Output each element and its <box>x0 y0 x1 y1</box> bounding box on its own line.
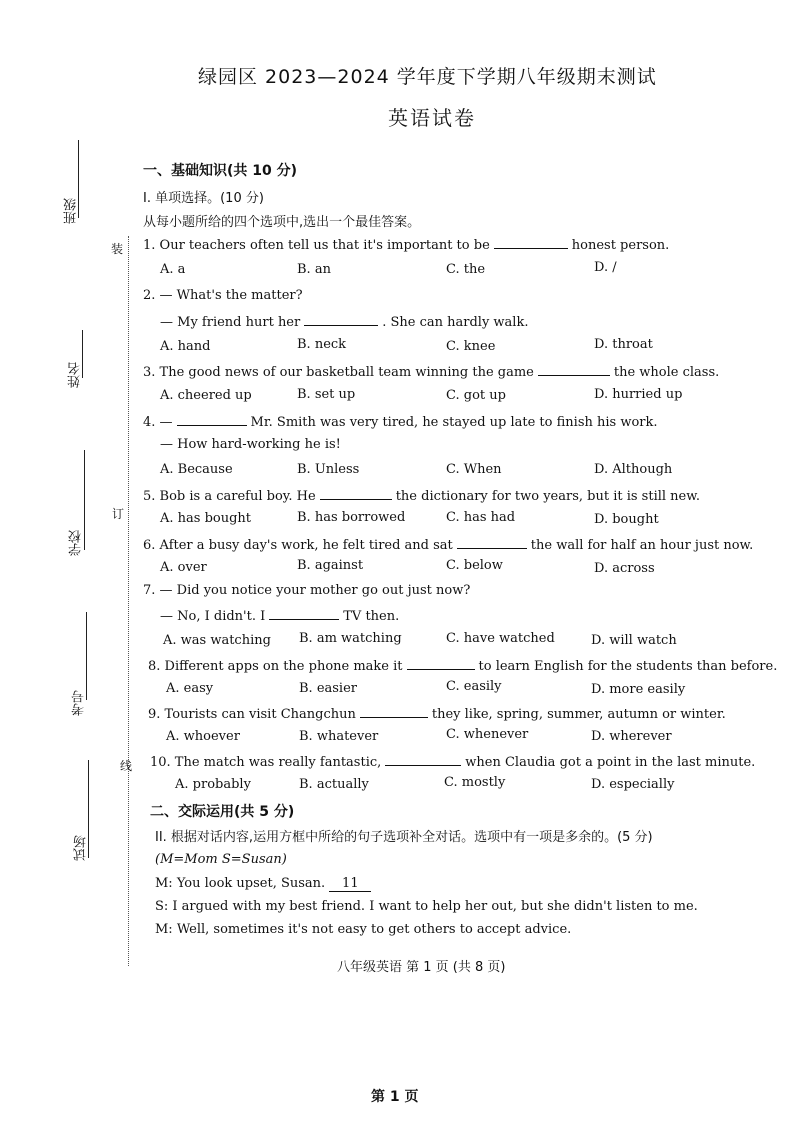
q9-option-b: B. whatever <box>299 729 379 744</box>
section-1-heading: 一、基础知识(共 10 分) <box>143 163 298 179</box>
q9-option-a: A. whoever <box>166 729 240 744</box>
q8-option-d: D. more easily <box>591 682 686 697</box>
q10-option-a: A. probably <box>175 777 251 792</box>
q7-option-c: C. have watched <box>446 631 555 646</box>
q4-option-a: A. Because <box>160 462 233 477</box>
part-2-title: II. 根据对话内容,运用方框中所给的句子选项补全对话。选项中有一项是多余的。(5 分) <box>155 830 653 845</box>
q9-option-d: D. wherever <box>591 729 672 744</box>
question-9: 9. Tourists can visit Changchun they like, spring, summer, autumn or winter. <box>148 707 726 722</box>
q10-option-d: D. especially <box>591 777 675 792</box>
q8-option-b: B. easier <box>299 681 357 696</box>
question-2-response: — My friend hurt her . She can hardly walk. <box>160 315 529 330</box>
binding-marker-ding: 订 <box>112 507 125 521</box>
q7-option-a: A. was watching <box>163 633 271 648</box>
q2-option-d: D. throat <box>594 337 653 352</box>
q6-option-b: B. against <box>297 558 364 573</box>
q1-option-d: D. / <box>594 260 617 275</box>
q5-option-b: B. has borrowed <box>297 510 406 525</box>
q2-option-b: B. neck <box>297 337 347 352</box>
part-1-title: I. 单项选择。(10 分) <box>143 191 264 206</box>
q6-option-a: A. over <box>160 560 207 575</box>
q6-option-d: D. across <box>594 561 655 576</box>
question-4-response: — How hard-working he is! <box>160 437 341 452</box>
answer-blank-11[interactable]: 11 <box>329 876 371 892</box>
q2-option-c: C. knee <box>446 339 496 354</box>
dialogue-line-3: M: Well, sometimes it's not easy to get others to accept advice. <box>155 922 572 937</box>
question-7-response: — No, I didn't. I TV then. <box>160 609 400 624</box>
q8-option-a: A. easy <box>166 681 214 696</box>
binding-marker-zhuang: 装 <box>111 242 124 256</box>
q8-option-c: C. easily <box>446 679 502 694</box>
q4-option-b: B. Unless <box>297 462 360 477</box>
margin-label-class: 班级 <box>64 198 79 224</box>
page-footer: 八年级英语 第 1 页 (共 8 页) <box>337 960 506 975</box>
margin-label-school: 学校 <box>69 530 84 556</box>
q3-option-c: C. got up <box>446 388 506 403</box>
q5-option-d: D. bought <box>594 512 659 527</box>
question-8: 8. Different apps on the phone make it to learn English for the students than before. <box>148 659 778 674</box>
q9-option-c: C. whenever <box>446 727 529 742</box>
question-1: 1. Our teachers often tell us that it's important to be honest person. <box>143 238 670 253</box>
q4-option-d: D. Although <box>594 462 673 477</box>
q3-option-d: D. hurried up <box>594 387 683 402</box>
q4-option-c: C. When <box>446 462 502 477</box>
q1-option-b: B. an <box>297 262 331 277</box>
binding-dotted-line <box>128 236 129 966</box>
dialogue-key: (M=Mom S=Susan) <box>155 852 287 867</box>
q7-option-d: D. will watch <box>591 633 677 648</box>
q2-option-a: A. hand <box>160 339 211 354</box>
q5-option-c: C. has had <box>446 510 516 525</box>
margin-label-exam-number: 考号 <box>72 690 87 716</box>
q1-option-c: C. the <box>446 262 486 277</box>
dialogue-line-1: M: You look upset, Susan. 11 <box>155 876 371 892</box>
part-1-instruction: 从每小题所给的四个选项中,选出一个最佳答案。 <box>143 215 421 230</box>
question-5: 5. Bob is a careful boy. He the dictionary for two years, but it is still new. <box>143 489 700 504</box>
page-number-label: 第 1 页 <box>371 1089 419 1105</box>
margin-line-exam-number <box>86 612 87 700</box>
dialogue-line-2: S: I argued with my best friend. I want to help her out, but she didn't listen to me. <box>155 899 698 914</box>
q3-option-b: B. set up <box>297 387 356 402</box>
question-6: 6. After a busy day's work, he felt tired and sat the wall for half an hour just now. <box>143 538 754 553</box>
binding-marker-xian: 线 <box>120 759 133 773</box>
question-2: 2. — What's the matter? <box>143 288 303 303</box>
question-7: 7. — Did you notice your mother go out just now? <box>143 583 471 598</box>
question-10: 10. The match was really fantastic, when Claudia got a point in the last minute. <box>150 755 756 770</box>
q7-option-b: B. am watching <box>299 631 402 646</box>
q1-option-a: A. a <box>160 262 186 277</box>
exam-subtitle: 英语试卷 <box>388 106 476 130</box>
section-2-heading: 二、交际运用(共 5 分) <box>150 804 295 820</box>
question-4: 4. — Mr. Smith was very tired, he stayed up late to finish his work. <box>143 415 658 430</box>
q10-option-c: C. mostly <box>444 775 506 790</box>
q10-option-b: B. actually <box>299 777 369 792</box>
exam-title: 绿园区 2023—2024 学年度下学期八年级期末测试 <box>198 66 657 88</box>
margin-label-exam-room: 试场 <box>74 835 89 861</box>
q3-option-a: A. cheered up <box>160 388 252 403</box>
q5-option-a: A. has bought <box>160 511 252 526</box>
margin-label-name: 姓名 <box>68 362 83 388</box>
q6-option-c: C. below <box>446 558 503 573</box>
question-3: 3. The good news of our basketball team winning the game the whole class. <box>143 365 720 380</box>
